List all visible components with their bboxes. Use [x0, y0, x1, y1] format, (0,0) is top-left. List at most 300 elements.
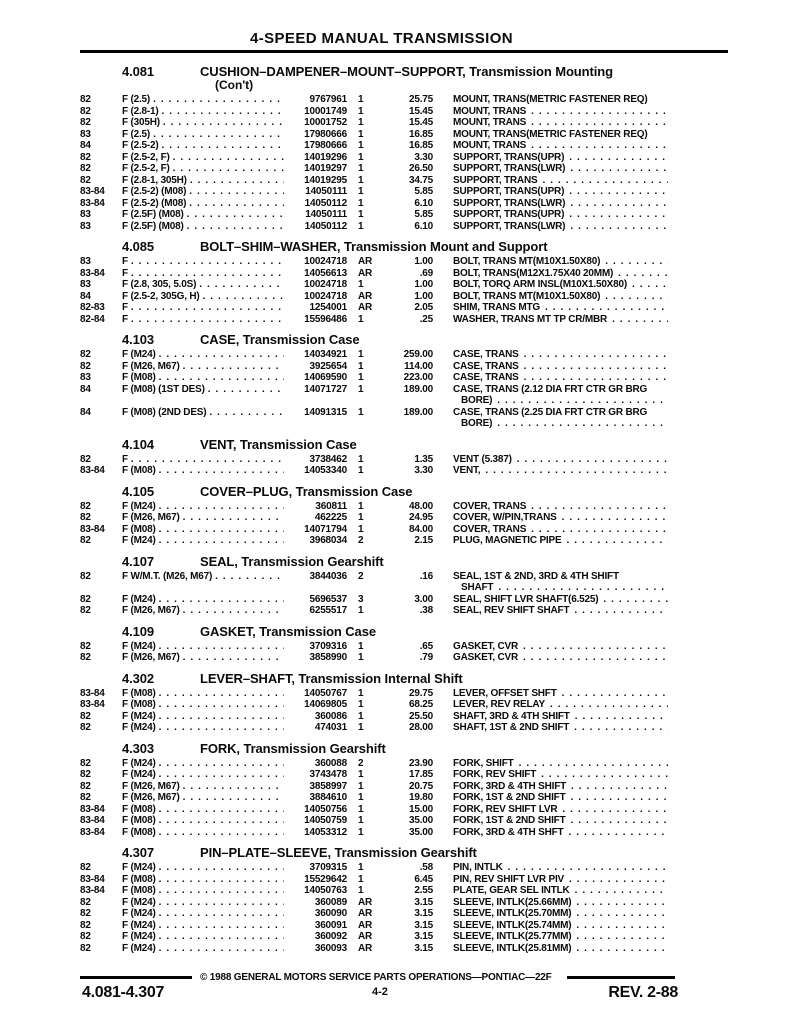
dot-leader: [538, 769, 668, 781]
part-name-line: [453, 106, 668, 118]
dot-leader: [156, 804, 284, 816]
row-price: 6.10: [414, 197, 433, 209]
row-application-text: F (M24): [122, 535, 156, 546]
row-part-name: [453, 781, 668, 793]
row-application-text: F (M26, M67): [122, 652, 180, 663]
part-name-line: [453, 418, 668, 430]
row-price: 2.05: [414, 302, 433, 313]
row-years: 83: [80, 372, 91, 383]
row-application: [122, 117, 290, 129]
dot-leader: [567, 815, 668, 827]
row-qty: 1: [358, 313, 364, 325]
dot-leader: [156, 897, 284, 909]
row-qty: AR: [358, 256, 373, 267]
row-price: 1.00: [414, 256, 433, 267]
table-row: [80, 465, 728, 477]
dot-leader: [567, 221, 668, 233]
parts-section: [80, 484, 728, 547]
dot-leader: [528, 140, 668, 152]
row-application-text: F (M08): [122, 815, 156, 826]
row-part-name: [453, 268, 668, 280]
section-header: [80, 332, 728, 347]
section-rows: [80, 256, 728, 325]
row-years: 82: [80, 640, 91, 652]
row-application: [122, 571, 290, 583]
row-qty: 1: [358, 873, 364, 885]
part-name-text: SUPPORT, TRANS(LWR): [453, 163, 566, 174]
row-qty: 1: [358, 769, 364, 780]
section-number: 4.307: [122, 845, 155, 860]
row-price: 2.15: [414, 535, 433, 546]
part-name-text: BOLT, TRANS MT(M10X1.50X80): [453, 256, 601, 267]
table-row: [80, 792, 728, 804]
part-name-line: [453, 571, 668, 583]
row-price: 15.45: [408, 117, 433, 128]
part-name-line: [453, 594, 668, 606]
section-rows: [80, 501, 728, 547]
table-row: [80, 361, 728, 373]
row-application: [122, 106, 290, 118]
part-name-line: [453, 291, 668, 303]
dot-leader: [196, 279, 284, 291]
row-application: [122, 699, 290, 711]
dot-leader: [180, 605, 284, 617]
row-price: 28.00: [408, 722, 433, 733]
row-part-number: 14050767: [304, 687, 347, 699]
row-application-text: F (M08): [122, 873, 156, 885]
parts-section: [80, 437, 728, 477]
part-name-text: SLEEVE, INTLK(25.74MM): [453, 919, 572, 931]
row-price: 16.85: [408, 128, 433, 140]
dot-leader: [159, 140, 284, 152]
table-row: [80, 349, 728, 361]
row-application: [122, 931, 290, 943]
row-application-text: F (M08): [122, 826, 156, 838]
row-years: 82: [80, 570, 91, 582]
part-name-text: SEAL, SHIFT LVR SHAFT(6.525): [453, 593, 599, 605]
dot-leader: [629, 279, 668, 291]
part-name-text: PIN, INTLK: [453, 862, 503, 873]
row-part-number: 14034921: [304, 349, 347, 360]
part-name-text: SLEEVE, INTLK(25.77MM): [453, 931, 572, 942]
section-number: 4.103: [122, 332, 155, 347]
dot-leader: [186, 186, 284, 198]
row-application: [122, 862, 290, 874]
section-title: COVER–PLUG, Transmission Case: [200, 483, 413, 499]
row-application: [122, 769, 290, 781]
row-years: 82: [80, 862, 91, 873]
row-price: 35.00: [408, 826, 433, 838]
row-part-number: 14050756: [304, 803, 347, 815]
row-part-number: 1254001: [309, 302, 347, 313]
part-name-text: MOUNT, TRANS: [453, 117, 527, 128]
dot-leader: [602, 256, 668, 268]
row-part-number: 3743478: [309, 769, 347, 780]
row-price: 114.00: [404, 360, 433, 372]
row-part-name: [453, 221, 668, 233]
table-row: [80, 827, 728, 839]
row-part-number: 14053340: [304, 465, 347, 476]
row-qty: 1: [358, 523, 364, 535]
row-application-text: F (M24): [122, 349, 156, 360]
dot-leader: [573, 897, 668, 909]
dot-leader: [156, 769, 284, 781]
section-number: 4.302: [122, 670, 155, 686]
row-application: [122, 688, 290, 700]
part-name-line: [453, 302, 668, 314]
part-name-text: SHAFT, 3RD & 4TH SHIFT: [453, 710, 570, 722]
dot-leader: [156, 885, 284, 897]
row-application: [122, 641, 290, 653]
row-application: [122, 501, 290, 513]
row-application-text: F (M24): [122, 640, 156, 652]
row-application: [122, 815, 290, 827]
row-years: 84: [80, 140, 91, 151]
page-number: 4-2: [372, 986, 388, 998]
row-part-name: [453, 931, 668, 943]
table-row: [80, 804, 728, 816]
row-qty: 1: [358, 140, 364, 151]
row-application-text: F (M26, M67): [122, 780, 180, 792]
part-name-line: [453, 279, 668, 291]
dot-leader: [156, 874, 284, 886]
part-name-line: [453, 641, 668, 653]
dot-leader: [156, 594, 284, 606]
row-qty: 2: [358, 570, 364, 582]
parts-section: [80, 239, 728, 325]
table-row: [80, 221, 728, 233]
part-name-text: CASE, TRANS: [453, 372, 519, 383]
row-price: 3.15: [414, 908, 433, 919]
row-part-name: [453, 512, 668, 524]
part-name-line: [453, 395, 668, 407]
row-application-text: F (2.8-1, 305H): [122, 174, 187, 186]
part-name-line: [453, 827, 668, 839]
row-qty: 1: [358, 383, 364, 395]
row-part-name: [453, 186, 668, 198]
part-name-line: [453, 372, 668, 384]
row-price: 3.15: [414, 896, 433, 908]
table-row: [80, 594, 728, 606]
section-rows: [80, 641, 728, 664]
row-price: 6.45: [414, 873, 433, 885]
row-price: 5.85: [414, 209, 433, 220]
row-application-text: F (2.5F) (M08): [122, 220, 184, 232]
row-qty: 1: [358, 163, 364, 174]
row-price: 19.80: [408, 792, 433, 803]
row-part-name: [453, 372, 668, 384]
dot-leader: [156, 722, 284, 734]
row-price: 23.90: [408, 757, 433, 769]
part-name-text: BORE): [461, 395, 493, 406]
part-name-line: [453, 699, 668, 711]
row-application-text: F: [122, 313, 128, 325]
row-years: 83: [80, 220, 91, 232]
dot-leader: [566, 874, 668, 886]
part-name-text: FORK, REV SHIFT LVR: [453, 803, 558, 815]
dot-leader: [128, 302, 284, 314]
row-application: [122, 711, 290, 723]
table-row: [80, 279, 728, 291]
row-years: 82: [80, 117, 91, 128]
dot-leader: [559, 512, 668, 524]
row-years: 82: [80, 151, 91, 163]
row-application-text: F (2.5-2) (M08): [122, 197, 187, 209]
row-years: 84: [80, 406, 91, 418]
table-row: [80, 163, 728, 175]
row-part-name: [453, 605, 668, 617]
row-part-number: 10024718: [304, 256, 347, 267]
table-row: [80, 571, 728, 594]
row-part-name: [453, 129, 668, 141]
part-name-line: [453, 454, 668, 466]
row-qty: 1: [358, 652, 364, 663]
row-price: 259.00: [403, 349, 433, 360]
dot-leader: [156, 524, 284, 536]
dot-leader: [609, 314, 668, 326]
section-header: [80, 741, 728, 756]
part-name-text: PLUG, MAGNETIC PIPE: [453, 535, 562, 546]
row-application: [122, 885, 290, 897]
part-name-line: [453, 361, 668, 373]
row-years: 82: [80, 360, 91, 372]
part-name-line: [453, 117, 668, 129]
section-title: CUSHION–DAMPENER–MOUNT–SUPPORT, Transmission Mounting: [200, 64, 613, 79]
row-application-text: F (M26, M67): [122, 512, 180, 523]
table-row: [80, 256, 728, 268]
section-header: [80, 484, 728, 499]
row-application-text: F (M24): [122, 710, 156, 722]
row-part-number: 360089: [314, 896, 347, 908]
part-name-line: [453, 501, 668, 513]
row-part-number: 5696537: [309, 593, 347, 605]
dot-leader: [573, 931, 668, 943]
row-part-name: [453, 175, 668, 187]
part-name-line: [453, 582, 668, 594]
part-name-line: [453, 931, 668, 943]
row-years: 82: [80, 780, 91, 792]
row-application-text: F: [122, 267, 128, 279]
row-price: 26.50: [408, 163, 433, 174]
row-part-name: [453, 908, 668, 920]
part-name-text: BOLT, TRANS(M12X1.75X40 20MM): [453, 267, 614, 279]
row-part-name: [453, 501, 668, 513]
section-range: 4.081-4.307: [82, 984, 165, 1001]
row-part-number: 10024718: [304, 279, 347, 290]
row-qty: 1: [358, 197, 364, 209]
row-part-name: [453, 571, 668, 594]
table-row: [80, 372, 728, 384]
row-years: 83: [80, 209, 91, 220]
row-qty: AR: [358, 267, 373, 279]
dot-leader: [156, 465, 284, 477]
part-name-text: FORK, REV SHIFT: [453, 769, 537, 780]
row-price: 15.45: [408, 105, 433, 117]
page-header: [80, 30, 728, 53]
part-name-line: [453, 722, 668, 734]
row-price: 17.85: [408, 769, 433, 780]
row-part-name: [453, 594, 668, 606]
row-qty: 1: [358, 699, 364, 710]
section-title: BOLT–SHIM–WASHER, Transmission Mount and Support: [200, 239, 548, 254]
row-application-text: F (M08): [122, 372, 156, 383]
table-row: [80, 931, 728, 943]
row-application-text: F (2.5): [122, 94, 151, 105]
part-name-line: [453, 874, 668, 886]
row-part-number: 14050112: [304, 220, 347, 232]
row-application: [122, 920, 290, 932]
row-price: .38: [419, 605, 433, 616]
row-qty: 1: [358, 94, 364, 105]
row-price: 189.00: [403, 383, 433, 395]
table-row: [80, 769, 728, 781]
part-name-text: MOUNT, TRANS(METRIC FASTENER REQ): [453, 128, 648, 140]
row-part-number: 15596486: [304, 313, 347, 325]
dot-leader: [186, 198, 284, 210]
row-part-number: 3709316: [309, 640, 347, 652]
row-application: [122, 314, 290, 326]
dot-leader: [156, 862, 284, 874]
part-name-text: COVER, W/PIN,TRANS: [453, 512, 557, 523]
row-years: 82: [80, 942, 91, 954]
page-footer: [80, 972, 728, 1004]
sections: [80, 64, 728, 954]
section-header: [80, 624, 728, 639]
row-application: [122, 198, 290, 210]
row-part-name: [453, 279, 668, 291]
table-row: [80, 711, 728, 723]
part-name-text: VENT (5.387): [453, 453, 512, 465]
row-price: 16.85: [408, 140, 433, 151]
part-name-text: MOUNT, TRANS: [453, 140, 527, 151]
row-application-text: F (M24): [122, 931, 156, 942]
row-qty: 1: [358, 792, 364, 803]
dot-leader: [494, 418, 668, 430]
row-qty: 1: [358, 151, 364, 163]
row-price: 1.35: [414, 453, 433, 465]
dot-leader: [568, 781, 668, 793]
row-price: .58: [419, 862, 433, 873]
part-name-line: [453, 152, 668, 164]
row-application: [122, 512, 290, 524]
table-row: [80, 268, 728, 280]
dot-leader: [156, 641, 284, 653]
row-part-number: 17980666: [304, 140, 347, 151]
row-price: 189.00: [403, 406, 433, 418]
section-rows: [80, 454, 728, 477]
row-price: 6.10: [414, 220, 433, 232]
row-application: [122, 186, 290, 198]
row-part-name: [453, 384, 668, 407]
row-part-name: [453, 291, 668, 303]
row-application: [122, 897, 290, 909]
parts-section: [80, 671, 728, 734]
row-qty: 1: [358, 885, 364, 896]
row-qty: 2: [358, 535, 364, 546]
dot-leader: [495, 582, 668, 594]
table-row: [80, 722, 728, 734]
row-application-text: F (2.5): [122, 128, 151, 140]
table-row: [80, 117, 728, 129]
section-header: [80, 64, 728, 79]
row-application-text: F (M08): [122, 699, 156, 710]
dot-leader: [547, 699, 668, 711]
row-application: [122, 291, 290, 303]
row-part-number: 360093: [314, 942, 347, 954]
row-part-name: [453, 792, 668, 804]
row-application-text: F (M24): [122, 757, 156, 769]
row-part-number: 14019295: [304, 174, 347, 186]
part-name-text: SEAL, REV SHIFT SHAFT: [453, 605, 570, 616]
dot-leader: [206, 407, 284, 419]
revision-label: REV. 2-88: [608, 984, 678, 1001]
section-title: VENT, Transmission Case: [200, 436, 357, 452]
dot-leader: [528, 106, 668, 118]
parts-section: [80, 554, 728, 617]
section-number: 4.109: [122, 623, 155, 639]
dot-leader: [180, 792, 284, 804]
section-title: PIN–PLATE–SLEEVE, Transmission Gearshift: [200, 845, 477, 860]
row-application-text: F (2.5F) (M08): [122, 209, 184, 220]
row-application: [122, 792, 290, 804]
table-row: [80, 198, 728, 210]
row-part-number: 14050763: [304, 885, 347, 896]
row-price: 34.75: [408, 174, 433, 186]
row-qty: 1: [358, 512, 364, 523]
row-years: 83: [80, 256, 91, 267]
row-part-name: [453, 758, 668, 770]
row-application-text: F: [122, 256, 128, 267]
part-name-text: MOUNT, TRANS(METRIC FASTENER REQ): [453, 94, 648, 105]
part-name-text: SUPPORT, TRANS(LWR): [453, 197, 566, 209]
row-application: [122, 140, 290, 152]
row-application-text: F (2.5-2, F): [122, 163, 170, 174]
row-part-name: [453, 152, 668, 164]
dot-leader: [156, 920, 284, 932]
row-part-number: 360092: [314, 931, 347, 942]
row-price: 3.15: [414, 919, 433, 931]
row-part-name: [453, 314, 668, 326]
table-row: [80, 652, 728, 664]
table-row: [80, 943, 728, 955]
part-name-line: [453, 781, 668, 793]
row-application: [122, 652, 290, 664]
row-price: 3.00: [414, 593, 433, 605]
row-price: 3.15: [414, 931, 433, 942]
row-years: 82: [80, 453, 91, 465]
row-part-number: 15529642: [304, 873, 347, 885]
row-part-name: [453, 688, 668, 700]
row-application: [122, 152, 290, 164]
part-name-text: COVER, TRANS: [453, 500, 527, 512]
row-qty: 1: [358, 465, 364, 476]
row-application: [122, 605, 290, 617]
dot-leader: [566, 152, 668, 164]
row-application-text: F (M24): [122, 942, 156, 954]
row-qty: 1: [358, 862, 364, 873]
part-name-text: SHIM, TRANS MTG: [453, 302, 540, 313]
row-part-number: 3858990: [309, 652, 347, 663]
row-part-name: [453, 407, 668, 430]
footer-info-line: [80, 984, 728, 1004]
dot-leader: [521, 372, 668, 384]
dot-leader: [180, 781, 284, 793]
part-name-text: SUPPORT, TRANS(LWR): [453, 220, 566, 232]
row-years: 83-84: [80, 523, 105, 535]
row-price: .16: [419, 570, 433, 582]
row-years: 83-84: [80, 687, 105, 699]
part-name-text: VENT,: [453, 465, 481, 476]
